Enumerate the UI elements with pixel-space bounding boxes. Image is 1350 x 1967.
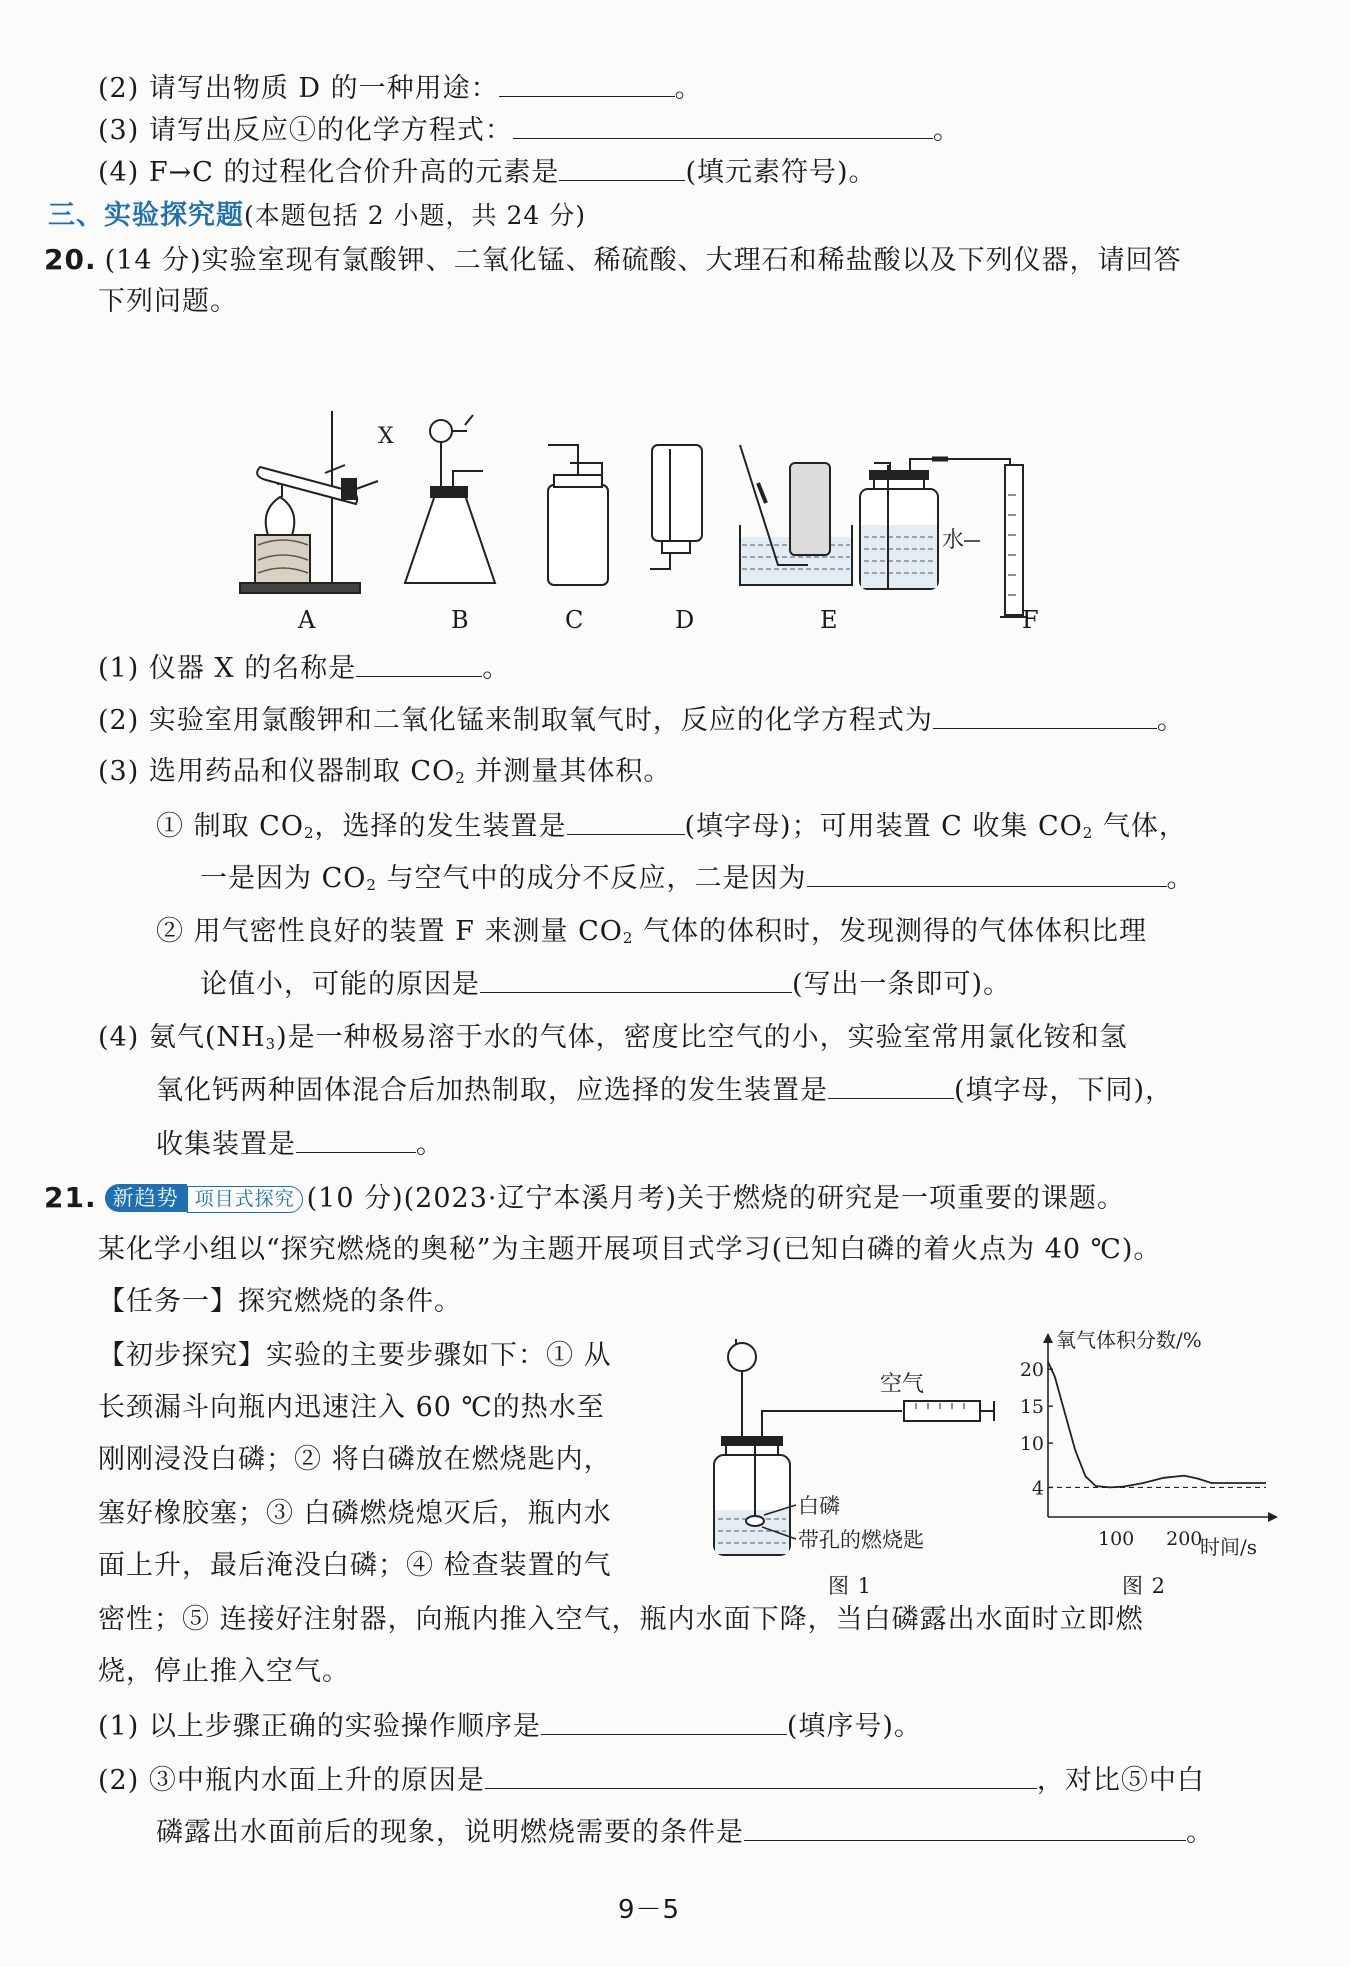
q21-step-line: 长颈漏斗向瓶内迅速注入 60 ℃的热水至 [98, 1392, 605, 1423]
q20-part3-2: ② 用气密性良好的装置 F 来测量 $CO_2$ 气体的体积时，发现测得的气体体积比理 [156, 916, 1147, 947]
chart-series [1048, 1362, 1266, 1488]
chart-x-tick-label: 100 [1097, 1528, 1135, 1550]
answer-blank[interactable] [567, 806, 685, 835]
chart-y-tick-label: 4 [1031, 1477, 1044, 1500]
label-water: 水 [942, 528, 965, 553]
answer-blank[interactable] [499, 68, 675, 97]
q21-step-line: 密性；⑤ 连接好注射器，向瓶内推入空气，瓶内水面下降，当白磷露出水面时立即燃 [98, 1604, 1144, 1635]
chart-y-tick-label: 15 [1019, 1396, 1044, 1419]
answer-blank[interactable] [485, 1760, 1037, 1789]
chart-y-arrow [1043, 1333, 1053, 1343]
q21-step-line: 【初步探究】实验的主要步骤如下：① 从 [98, 1340, 612, 1371]
label-air: 空气 [880, 1372, 925, 1397]
q19-part2: (2) 请写出物质 D 的一种用途： 。 [98, 68, 703, 109]
q20-intro-cont: 下列问题。 [98, 286, 238, 317]
figure-label-e: E [820, 606, 839, 634]
chart-x-tick-label: 200 [1166, 1528, 1203, 1550]
answer-blank[interactable] [807, 858, 1167, 887]
q20-part3-1-cont: 一是因为 $CO_2$ 与空气中的成分不反应，二是因为 。 [200, 858, 1195, 899]
apparatus-e [740, 445, 852, 585]
chart-series-line [1048, 1362, 1266, 1488]
apparatus-c [548, 445, 608, 585]
chart-ticks [1020, 1359, 1203, 1550]
figure-label-c: C [565, 606, 585, 634]
q20-part4-cont2: 收集装置是 。 [156, 1124, 444, 1165]
q20-part1: (1) 仪器 X 的名称是 。 [98, 648, 510, 689]
trend-badge: 新趋势 [105, 1184, 187, 1212]
q21-step-line: 烧，停止推入空气。 [98, 1656, 350, 1687]
q20-part2: (2) 实验室用氯酸钾和二氧化锰来制取氧气时，反应的化学方程式为 。 [98, 700, 1185, 741]
figure-2-caption: 图 2 [1122, 1574, 1167, 1598]
q20-part3-1: ① 制取 $CO_2$，选择的发生装置是 (填字母)；可用装置 C 收集 $CO_2$ 气体， [156, 806, 1187, 847]
chart-y-tick-label: 20 [1019, 1359, 1044, 1382]
q20-intro: 20. (14 分)实验室现有氯酸钾、二氧化锰、稀硫酸、大理石和稀盐酸以及下列仪器，请回答 [44, 243, 1182, 276]
q20-part4-cont: 氧化钙两种固体混合后加热制取，应选择的发生装置是 (填字母，下同)， [156, 1070, 1173, 1111]
apparatus-a [240, 411, 378, 593]
label-white-phosphorus: 白磷 [798, 1494, 840, 1518]
q21-task1: 【任务一】探究燃烧的条件。 [98, 1286, 462, 1317]
chart-y-label: 氧气体积分数/% [1056, 1328, 1202, 1352]
figure-label-d: D [675, 606, 696, 634]
answer-blank[interactable] [828, 1070, 954, 1099]
project-badge: 项目式探究 [187, 1186, 303, 1213]
apparatus-b [405, 415, 495, 583]
q20-part3: (3) 选用药品和仪器制取 $CO_2$ 并测量其体积。 [98, 756, 672, 787]
answer-blank[interactable] [541, 1706, 787, 1735]
figure-label-f: F [1022, 606, 1040, 634]
answer-blank[interactable] [513, 110, 933, 139]
figure-label-a: A [298, 606, 317, 634]
chart-y-tick-label: 10 [1019, 1433, 1044, 1456]
answer-blank[interactable] [356, 648, 482, 677]
chart-x-label: 时间/s [1200, 1535, 1258, 1559]
q21-intro: 21. 新趋势 项目式探究 (10 分)(2023·辽宁本溪月考)关于燃烧的研究是一项重要的课题。 [44, 1181, 1125, 1214]
answer-blank[interactable] [480, 964, 792, 993]
answer-blank[interactable] [559, 152, 685, 181]
q20-part4: (4) 氨气$(NH_3)$是一种极易溶于水的气体，密度比空气的小，实验室常用氯化铵和氢 [98, 1022, 1128, 1053]
figure-label-b: B [451, 606, 470, 634]
q21-step-line: 塞好橡胶塞；③ 白磷燃烧熄灭后，瓶内水 [98, 1498, 612, 1529]
chart-axes [1043, 1333, 1278, 1522]
apparatus-d [650, 445, 702, 569]
figure-2-chart [1000, 1325, 1280, 1570]
answer-blank[interactable] [296, 1124, 416, 1153]
q21-part1: (1) 以上步骤正确的实验操作顺序是 (填序号)。 [98, 1706, 922, 1747]
label-x: X [378, 424, 394, 449]
q21-step-line: 面上升，最后淹没白磷；④ 检查装置的气 [98, 1550, 612, 1581]
label-spoon: 带孔的燃烧匙 [798, 1528, 924, 1552]
section-heading: 三、实验探究题(本题包括 2 小题，共 24 分) [48, 200, 587, 231]
q21-part2: (2) ③中瓶内水面上升的原因是 ，对比⑤中白 [98, 1760, 1205, 1801]
q19-part4: (4) F→C 的过程化合价升高的元素是 (填元素符号)。 [98, 152, 877, 193]
q21-part2-cont: 磷露出水面前后的现象，说明燃烧需要的条件是 。 [156, 1812, 1214, 1853]
q20-part3-2-cont: 论值小，可能的原因是 (写出一条即可)。 [200, 964, 1011, 1005]
chart-x-arrow [1268, 1512, 1278, 1522]
answer-blank[interactable] [933, 700, 1157, 729]
figure-1 [700, 1335, 1000, 1565]
q21-step-line: 刚刚浸没白磷；② 将白磷放在燃烧匙内， [98, 1444, 612, 1475]
q21-intro-cont: 某化学小组以“探究燃烧的奥秘”为主题开展项目式学习(已知白磷的着火点为 40 ℃)。 [98, 1234, 1162, 1265]
figure-1-caption: 图 1 [828, 1574, 873, 1598]
q19-part3: (3) 请写出反应①的化学方程式： 。 [98, 110, 961, 151]
answer-blank[interactable] [744, 1812, 1186, 1841]
page-number: 9－5 [618, 1895, 681, 1925]
